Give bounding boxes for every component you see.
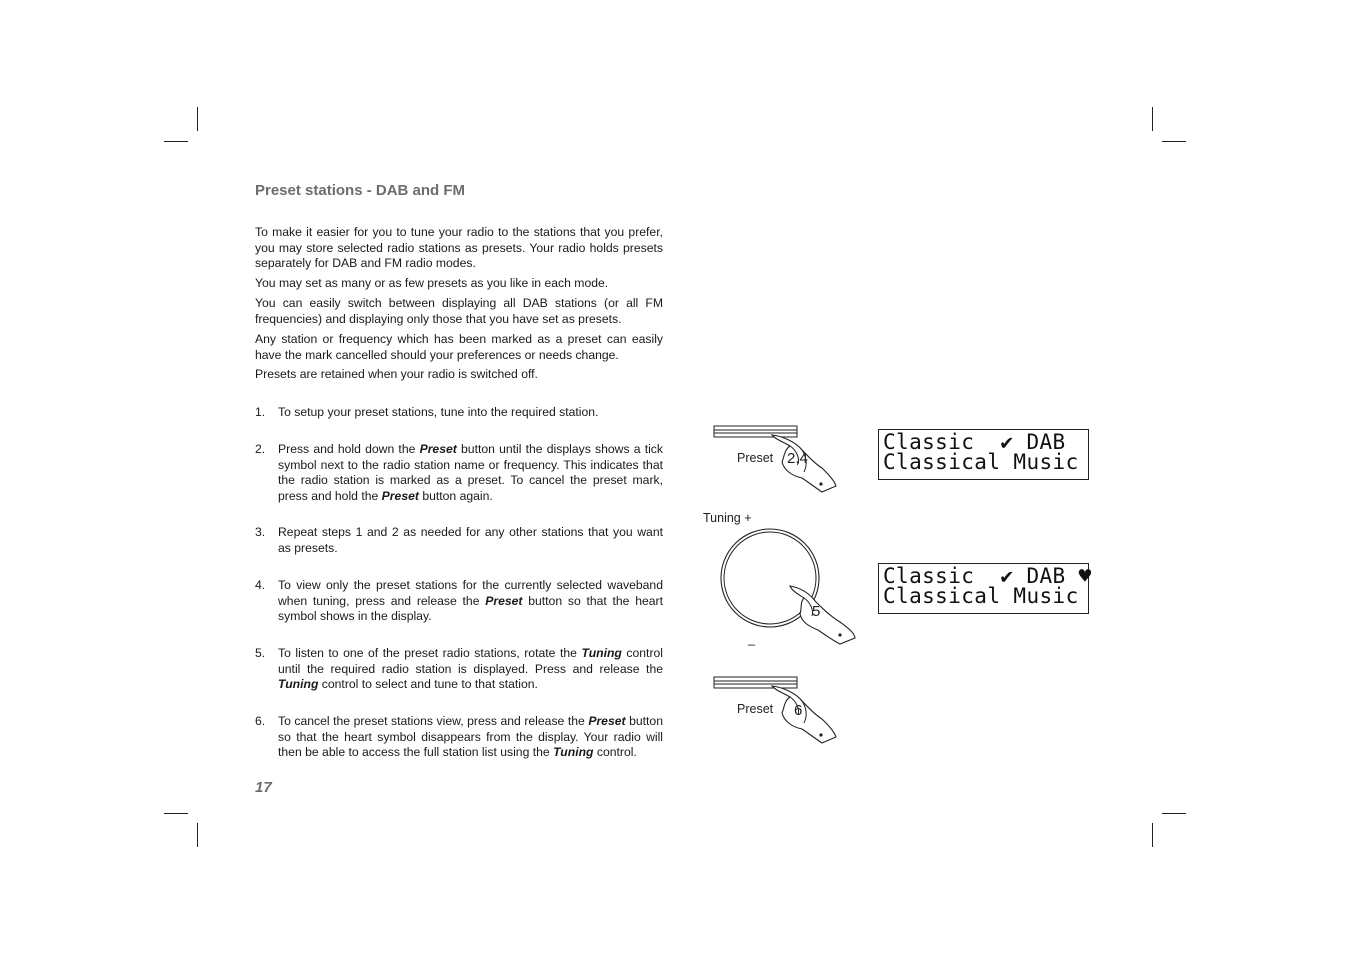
crop-mark	[1162, 813, 1186, 814]
lcd-line: Classical Music	[883, 450, 1079, 474]
step-number: 6.	[255, 714, 266, 728]
step-text	[278, 405, 663, 421]
crop-mark	[197, 107, 198, 131]
control-name: Preset	[485, 593, 523, 608]
intro-paragraph: Presets are retained when your radio is switched off.	[255, 367, 538, 381]
step-text-run: To cancel the preset stations view, press and release the	[278, 714, 589, 728]
list-item	[255, 714, 663, 761]
step-text-run: To listen to one of the preset radio stations, rotate the	[278, 646, 582, 660]
list-item	[255, 405, 663, 421]
step-text-run: button so that the heart symbol shows in the display.	[278, 593, 663, 624]
step-callout: 5	[812, 603, 821, 620]
control-name: Tuning	[553, 745, 594, 760]
control-name: Tuning	[278, 677, 319, 692]
pointing-hand-icon	[772, 686, 836, 743]
step-number: 1.	[255, 405, 266, 419]
step-text	[278, 646, 663, 693]
step-text	[278, 525, 663, 556]
lcd-line: Classical Music	[883, 584, 1079, 608]
step-number: 3.	[255, 525, 266, 539]
step-number: 2.	[255, 442, 266, 456]
control-name: Preset	[419, 442, 457, 456]
preset-label: Preset	[737, 451, 774, 465]
list-item	[255, 646, 663, 693]
crop-mark	[1152, 823, 1153, 847]
intro-paragraph: You may set as many or as few presets as you like in each mode.	[255, 276, 609, 290]
crop-mark	[1162, 141, 1186, 142]
page-title: Preset stations - DAB and FM	[255, 182, 466, 199]
step-number: 4.	[255, 578, 266, 592]
step-text	[278, 442, 663, 504]
tuning-minus-label: _	[748, 632, 755, 646]
pointing-hand-icon	[790, 586, 855, 644]
preset-label: Preset	[737, 702, 774, 716]
step-text	[278, 578, 663, 625]
crop-mark	[197, 823, 198, 847]
step-text-run: control until the required radio station is displayed. Press and release the	[278, 646, 663, 676]
preset-button-icon	[714, 677, 797, 688]
preset-button-icon	[714, 426, 797, 437]
step-callout: 6	[794, 702, 803, 719]
step-text-run: button again.	[418, 488, 493, 503]
step-text-run: To setup your preset stations, tune into the required station.	[278, 405, 599, 419]
lcd-display	[878, 563, 1092, 614]
list-item	[255, 525, 663, 556]
step-text-run: button until the displays shows a tick symbol next to the radio station name or frequency. This indicates that the radio station is marked as a preset. To cancel the preset mark, press and hold the	[278, 442, 663, 503]
step-text-run: control.	[593, 745, 637, 760]
lcd-display	[878, 429, 1089, 480]
step-text-run: Repeat steps 1 and 2 as needed for any other stations that you want as presets.	[278, 525, 663, 555]
control-name: Tuning	[581, 646, 622, 660]
list-item	[255, 442, 663, 504]
step-number: 5.	[255, 646, 266, 660]
intro-paragraph: Any station or frequency which has been marked as a preset can easily have the mark cancelled should your preferences or needs change.	[255, 332, 663, 362]
lcd-line: Classic ✔ DAB ♥	[883, 564, 1092, 588]
list-item	[255, 578, 663, 625]
crop-mark	[1152, 107, 1153, 131]
lcd-line: Classic ✔ DAB	[883, 430, 1066, 454]
step-text-run: button so that the heart symbol disappears from the display. Your radio will then be able to access the full station list using the	[278, 714, 663, 760]
intro-paragraph: To make it easier for you to tune your radio to the stations that you prefer, you may store selected radio stations as presets. Your radio holds presets separately for DAB and FM radio modes.	[255, 225, 663, 271]
page-number: 17	[255, 779, 272, 796]
step-text-run: To view only the preset stations for the currently selected waveband when tuning, press and release the	[278, 578, 663, 608]
intro-paragraph: You can easily switch between displaying all DAB stations (or all FM frequencies) and displaying only those that you have set as presets.	[255, 296, 663, 326]
step-callout: 2,4	[787, 450, 808, 467]
tuning-knob-illustration	[712, 528, 862, 648]
step-text-run: control to select and tune to that station.	[318, 677, 538, 692]
preset-press-illustration	[712, 675, 842, 745]
tuning-plus-label: Tuning +	[703, 511, 752, 525]
crop-mark	[164, 813, 188, 814]
control-name: Preset	[381, 488, 419, 503]
step-text	[278, 714, 663, 761]
step-text-run: Press and hold down the	[278, 442, 420, 456]
control-name: Preset	[588, 714, 626, 728]
crop-mark	[164, 141, 188, 142]
preset-press-illustration	[712, 424, 842, 494]
